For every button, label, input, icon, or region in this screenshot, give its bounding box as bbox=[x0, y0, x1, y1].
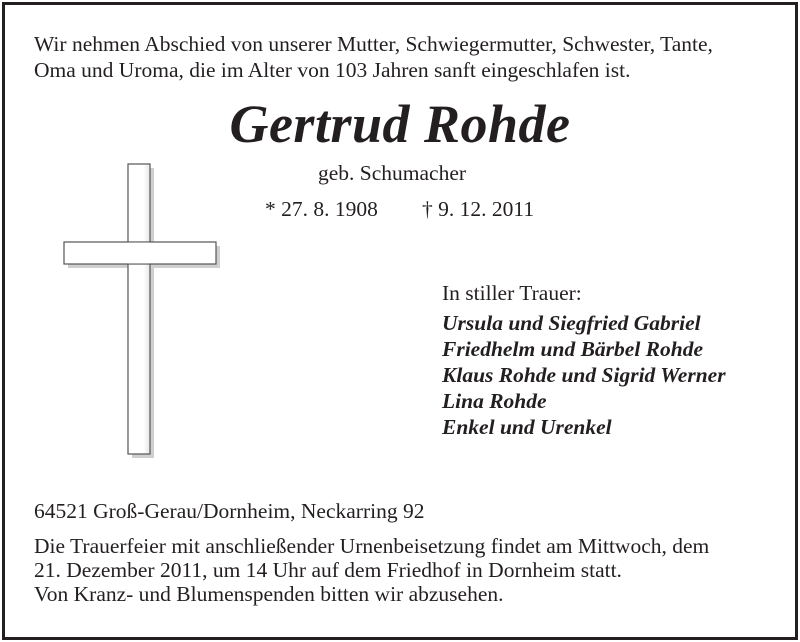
mourner-name: Klaus Rohde und Sigrid Werner bbox=[442, 363, 726, 387]
deceased-name: Gertrud Rohde bbox=[229, 94, 571, 154]
intro-line-2: Oma und Uroma, die im Alter von 103 Jahren sanft eingeschlafen ist. bbox=[34, 58, 631, 82]
ceremony-line-2: 21. Dezember 2011, um 14 Uhr auf dem Friedhof in Dornheim statt. bbox=[34, 558, 622, 582]
cross-icon bbox=[60, 160, 220, 460]
intro-line-1: Wir nehmen Abschied von unserer Mutter, Schwiegermutter, Schwester, Tante, bbox=[34, 32, 713, 56]
address: 64521 Groß-Gerau/Dornheim, Neckarring 92 bbox=[34, 499, 425, 523]
mourner-name: Lina Rohde bbox=[442, 389, 547, 413]
birth-date: * 27. 8. 1908 bbox=[265, 197, 378, 221]
mourning-label: In stiller Trauer: bbox=[442, 281, 582, 305]
ceremony-line-1: Die Trauerfeier mit anschließender Urnenbeisetzung findet am Mittwoch, dem bbox=[34, 534, 710, 558]
mourner-name: Ursula und Siegfried Gabriel bbox=[442, 311, 701, 335]
mourner-name: Friedhelm und Bärbel Rohde bbox=[442, 337, 704, 361]
death-date: † 9. 12. 2011 bbox=[422, 197, 535, 221]
ceremony-line-3: Von Kranz- und Blumenspenden bitten wir abzusehen. bbox=[34, 582, 504, 606]
mourner-name: Enkel und Urenkel bbox=[442, 415, 612, 439]
birth-name: geb. Schumacher bbox=[318, 161, 467, 185]
